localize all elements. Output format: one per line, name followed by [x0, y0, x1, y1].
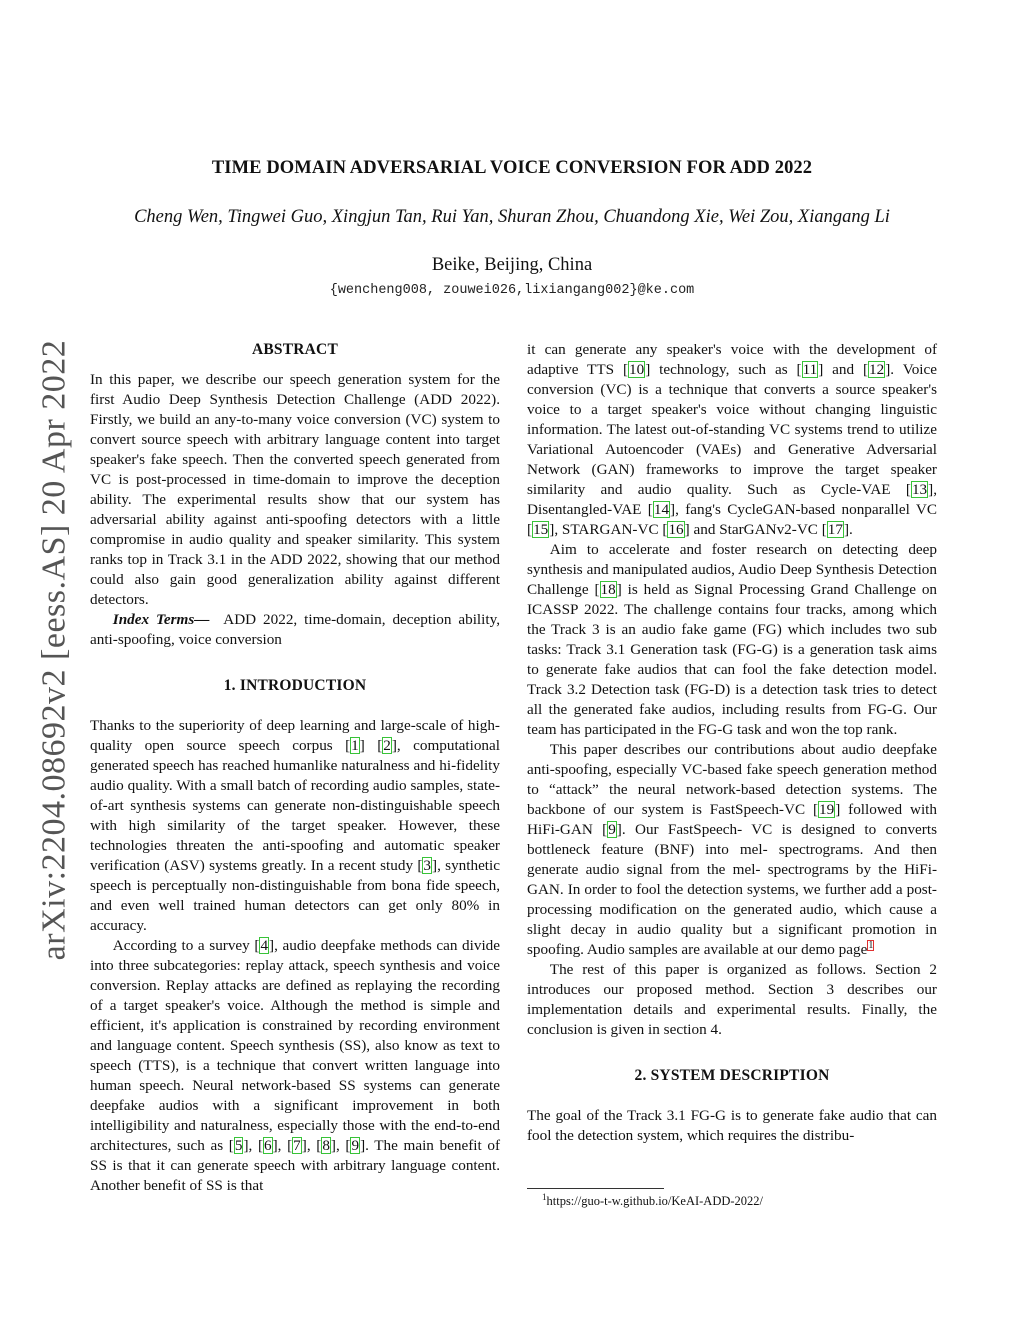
intro-heading: 1. INTRODUCTION	[223, 677, 367, 694]
citation-link[interactable]: 5	[234, 1137, 243, 1154]
text-run: Aim to accelerate and foster research on detecting deep synthesis and manipulated audios, Audio Deep Synthesis Detection Challenge	[527, 541, 937, 598]
system-description-heading: 2. SYSTEM DESCRIPTION	[634, 1067, 830, 1084]
citation-link[interactable]: 8	[322, 1137, 330, 1154]
footnote-link[interactable]: 1	[868, 939, 874, 951]
text-run: and StarGANv2-VC	[689, 521, 822, 538]
author-list: Cheng Wen, Tingwei Guo, Xingjun Tan, Rui Yan, Shuran Zhou, Chuandong Xie, Wei Zou, Xiangang Li	[134, 207, 890, 227]
text-run: technology, such as	[650, 361, 797, 378]
index-terms-label: Index Terms—	[112, 611, 210, 628]
footnote-number: 1	[542, 1192, 547, 1202]
text-run: , synthetic speech is perceptually non-distinguishable from bona fide speech, and even well trained human detectors can get only 80% in accuracy.	[90, 857, 500, 934]
citation-link[interactable]: 3	[423, 857, 431, 874]
citation-link[interactable]: 6	[264, 1137, 272, 1154]
paper-title: TIME DOMAIN ADVERSARIAL VOICE CONVERSION FOR ADD 2022	[211, 158, 813, 178]
text-run: . Our FastSpeech- VC is designed to converts bottleneck feature (BNF) into mel- spectrograms. And then generate audio signal from the mel- spectrograms by the HiFi-GAN. In order to fool the detection systems, we further add a post-processing modification on the generated audio, which cause a slight decay in audio quality but a significant promotion in spoofing. Audio samples are available at our demo page	[527, 821, 937, 958]
text-run: This paper describes our contributions about audio deepfake anti-spoofing, especially VC-based fake speech generation method to “attack” the neural network-based detection systems. The backbone of our system is FastSpeech-VC	[527, 741, 937, 818]
index-terms-text: ADD 2022, time-domain, deception ability, anti-spoofing, voice conversion	[90, 611, 500, 648]
citation-link[interactable]: 2	[383, 737, 391, 754]
text-run: ,	[248, 1137, 258, 1154]
text-run: ,	[306, 1137, 317, 1154]
text-run: is held as Signal Processing Grand Challenge on ICASSP 2022. The challenge contains four tracks, among which the Track 3 is an audio fake game (FG) which includes two sub tasks: Track 3.1 Generation task (FG-G) is a generation task aims to generate fake audios that can fool the fake detection model. Track 3.2 Detection task (FG-D) is a detection task tries to detect all the generated fake audios, including results from FG-G. Our team has participated in the FG-G task and won the top rank.	[527, 581, 938, 738]
system-paragraph-1: The goal of the Track 3.1 FG-G is to generate fake audio that can fool the detection system, which requires the distribu-	[527, 1107, 937, 1144]
citation-link[interactable]: 10	[629, 361, 645, 378]
citation-link[interactable]: 9	[351, 1137, 360, 1154]
right-paragraph-2: Aim to accelerate and foster research on detecting deep synthesis and manipulated audios, Audio Deep Synthesis Detection Challenge [18] is held as Signal Processing Grand Challenge on ICASSP 2022. The challenge contains four tracks, among which the Track 3 is an audio fake game (FG) which includes two sub tasks: Track 3.1 Generation task (FG-G) is a generation task aims to generate fake audios that can fool the fake detection model. Track 3.2 Detection task (FG-D) is a detection task tries to detect all the generated fake audios, including results from FG-G. Our team has participated in the FG-G task and won the top rank.	[527, 541, 938, 738]
citation-link[interactable]: 17	[827, 521, 843, 538]
index-terms	[90, 610, 500, 650]
citation-link[interactable]: 12	[869, 361, 885, 378]
right-paragraph-1: it can generate any speaker's voice with the development of adaptive TTS [10] technology, such as [11] and [12]. Voice conversion (VC) is a technique that converts a source speaker's voice to a target speaker's voice without changing linguistic information. The latest out-of-standing VC systems trend to utilize Variational Autoencoder (VAEs) and Generative Adversarial Network (GAN) frameworks to improve the target speaker similarity and audio quality. Such as Cycle-VAE [13], Disentangled-VAE [14], fang's CycleGAN-based nonparallel VC [15], STARGAN-VC [16] and StarGANv2-VC [17].	[527, 341, 937, 538]
text-run: , computational generated speech has reached humanlike naturalness and hi-fidelity audio quality. With a small batch of recording audio samples, state-of-art synthesis systems can generate non-distinguishable speech with high similarity of the target speaker. However, these technologies threaten the anti-spoofing and automatic speaker verification (ASV) systems greatly. In a recent study	[90, 737, 500, 874]
footnote	[542, 1192, 763, 1209]
citation-link[interactable]: 19	[819, 801, 835, 818]
text-run: Thanks to the superiority of deep learning and large-scale of high-quality open source speech corpus	[90, 717, 500, 754]
citation-link[interactable]: 13	[911, 481, 928, 498]
right-column	[527, 340, 937, 1146]
right-paragraph-3: This paper describes our contributions about audio deepfake anti-spoofing, especially VC-based fake speech generation method to “attack” the neural network-based detection systems. The backbone of our system is FastSpeech-VC [19] followed with HiFi-GAN [9]. Our FastSpeech- VC is designed to converts bottleneck feature (BNF) into mel- spectrograms. And then generate audio signal from the mel- spectrograms by the HiFi-GAN. In order to fool the detection systems, we further add a post-processing modification on the generated audio, which cause a slight decay in audio quality but a significant promotion in spoofing. Audio samples are available at our demo page$^1$	[527, 741, 937, 958]
text-run: ,	[335, 1137, 346, 1154]
citation-link[interactable]: 15	[533, 521, 549, 538]
arxiv-id[interactable]: arXiv:2204.08692v2 [eess.AS] 20 Apr 2022	[35, 339, 72, 961]
citation-link[interactable]: 14	[653, 501, 670, 518]
abstract-text: In this paper, we describe our speech generation system for the first Audio Deep Synthesis Detection Challenge (ADD 2022). Firstly, we build an any-to-many voice conversion (VC) system to convert source speech with arbitrary language content into target speaker's fake speech. Then the converted speech generated from VC is post-processed in time-domain to improve the deception ability. The experimental results show that our system has adversarial ability against anti-spoofing detectors with a little compromise in audio quality and speaker similarity. This system ranks top in Track 3.1 in the ADD 2022, showing that our method could also gain good generalization ability against different detectors.	[90, 371, 500, 608]
text-run: According to a survey	[112, 937, 255, 954]
text-run: , Disentangled-VAE	[527, 481, 937, 518]
affiliation: Beike, Beijing, China	[431, 255, 593, 275]
intro-paragraph-2: According to a survey [4], audio deepfake methods can divide into three subcategories: replay attack, speech synthesis and voice conversion. Replay attacks are defined as replaying the recording of a target speaker's voice. Although the method is simple and efficient, it's application is constrained by recording environment and language content. Speech synthesis (SS), also know as text to speech (TTS), is a technique that convert written language into human speech. Neural network-based SS systems can generate deepfake audios with a significant improvement in both intelligibility and naturalness, especially those with the end-to-end architectures, such as [5], [6], [7], [8], [9]. The main benefit of SS is that it can generate speech with arbitrary language content. Another benefit of SS is that	[90, 937, 500, 1194]
citation-link[interactable]: 16	[668, 521, 684, 538]
text-run: , fang's CycleGAN-based nonparallel VC	[675, 501, 937, 518]
text-run: it can generate any speaker's voice with the development of adaptive TTS	[527, 341, 937, 378]
footnote-divider	[527, 1188, 664, 1189]
citation-link[interactable]: 18	[600, 581, 616, 598]
right-paragraph-4: The rest of this paper is organized as follows. Section 2 introduces our proposed method. Section 3 describes our implementation details and experimental results. Finally, the conclusion is given in section 4.	[527, 961, 937, 1038]
text-run: , STARGAN-VC	[554, 521, 663, 538]
author-email: {wencheng008, zouwei026,lixiangang002}@ke.com	[329, 283, 695, 298]
text-run: .	[849, 521, 853, 538]
intro-paragraph-1: Thanks to the superiority of deep learning and large-scale of high-quality open source speech corpus [1] [2], computational generated speech has reached humanlike naturalness and hi-fidelity audio quality. With a small batch of recording audio samples, state-of-art synthesis systems can generate non-distinguishable speech with high similarity of the target speaker. However, these technologies threaten the anti-spoofing and automatic speaker verification (ASV) systems greatly. In a recent study [3], synthetic speech is perceptually non-distinguishable from bona fide speech, and even well trained human detectors can get only 80% in accuracy.	[90, 717, 500, 934]
text-run: and	[823, 361, 863, 378]
citation-link[interactable]: 4	[260, 937, 269, 954]
abstract-heading: ABSTRACT	[251, 341, 338, 358]
text-run: . The main benefit of SS is that it can generate speech with arbitrary language content. Another benefit of SS is that	[90, 1137, 500, 1194]
citation-link[interactable]: 9	[608, 821, 616, 838]
citation-link[interactable]: 7	[293, 1137, 301, 1154]
text-run: followed with HiFi-GAN	[527, 801, 937, 838]
citation-link[interactable]: 11	[802, 361, 818, 378]
footnote-url[interactable]: https://guo-t-w.github.io/KeAI-ADD-2022/	[546, 1194, 764, 1209]
text-run: . Voice conversion (VC) is a technique that converts a source speaker's voice to a target speaker's voice without changing linguistic information. The latest out-of-standing VC systems trend to utilize Variational Autoencoder (VAEs) and Generative Adversarial Network (GAN) frameworks to improve the target speaker similarity and audio quality. Such as Cycle-VAE	[527, 361, 937, 498]
text-run: , audio deepfake methods can divide into three subcategories: replay attack, speech synthesis and voice conversion. Replay attacks are defined as replaying the recording of a target speaker's voice. Although the method is simple and efficient, it's application is constrained by recording environment and language content. Speech synthesis (SS), also know as text to speech (TTS), is a technique that convert written language into human speech. Neural network-based SS systems can generate deepfake audios with a significant improvement in both intelligibility and naturalness, especially those with the end-to-end architectures, such as	[90, 937, 500, 1154]
citation-link[interactable]: 1	[351, 737, 359, 754]
arxiv-watermark	[30, 330, 78, 970]
text-run: ,	[277, 1137, 288, 1154]
left-column	[90, 340, 500, 1196]
